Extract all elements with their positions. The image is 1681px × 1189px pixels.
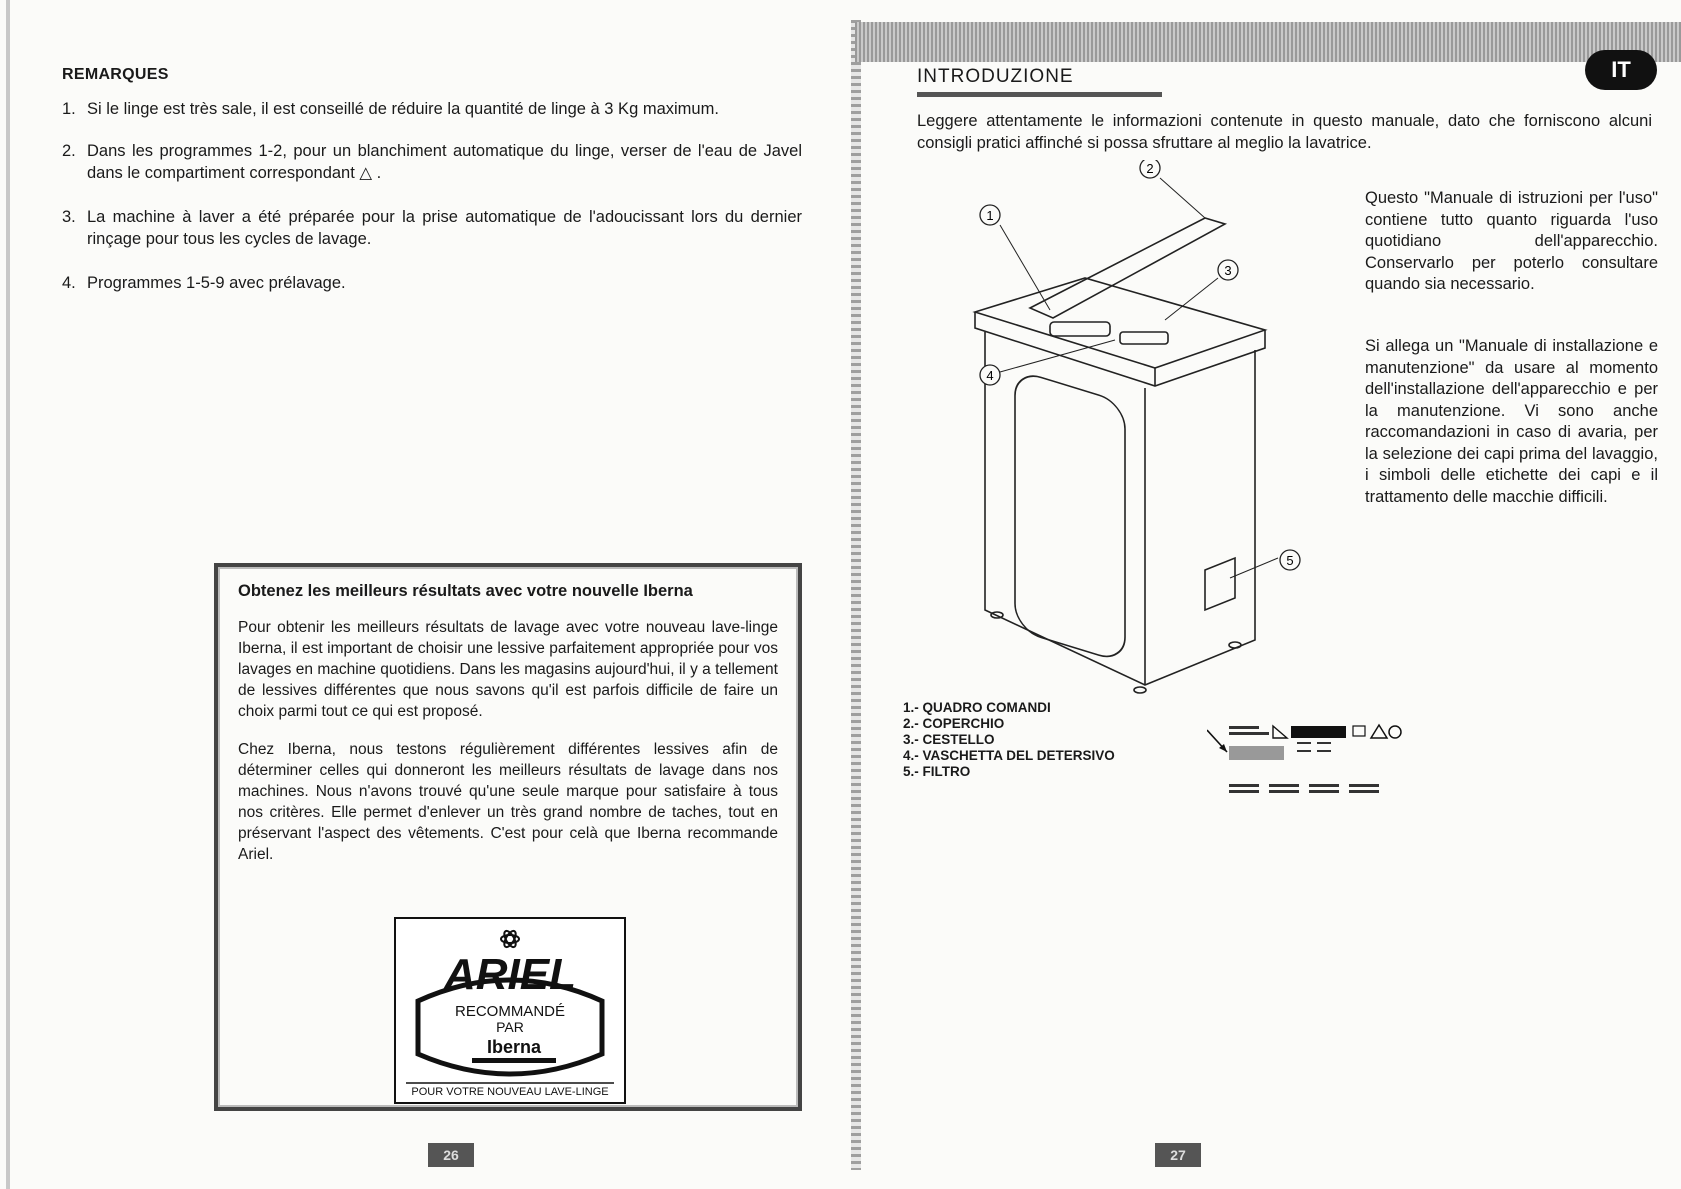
remark-text: La machine à laver a été préparée pour la prise automatique de l'adoucissant lors du dernier rinçage pour tous les cycles de lavage. [87,208,802,248]
svg-text:2: 2 [1146,161,1154,176]
callout-3 [1218,260,1238,280]
callout-2 [1140,160,1160,178]
ariel-logo [394,917,626,1104]
legend-item: 5.- FILTRO [903,764,971,779]
remarques-title: REMARQUES [62,66,169,83]
warning-triangle-icon [1371,725,1387,738]
washing-machine-diagram [935,160,1375,700]
callout-1 [980,205,1000,225]
promo-box [214,563,802,1111]
par-text: PAR [496,1019,524,1035]
remark-number: 4. [62,274,76,292]
recommande-text: RECOMMANDÉ [454,1003,566,1020]
legend-item: 2.- COPERCHIO [903,716,1005,731]
intro-title: INTRODUZIONE [917,66,1074,87]
remark-item [62,206,802,250]
legend-item: 4.- VASCHETTA DEL DETERSIVO [903,748,1115,763]
rating-plate-illustration [1207,722,1437,812]
remark-number: 2. [62,142,76,160]
title-underline [917,92,1162,97]
language-badge: IT [1585,50,1657,90]
legend-item: 1.- QUADRO COMANDI [903,700,1051,715]
svg-text:3: 3 [1224,263,1232,278]
atom-icon [501,929,519,949]
remark-number: 1. [62,100,76,118]
page-number: 27 [1155,1143,1201,1167]
promo-title: Obtenez les meilleurs résultats avec votre nouvelle Iberna [238,582,693,600]
ce-mark-icon [1353,726,1365,736]
callout-4 [980,365,1000,385]
manual-paragraph: Questo "Manuale di istruzioni per l'uso" contiene tutto quanto riguarda l'uso quotidiano dell'apparecchio. Conservarlo per poterlo consultare quando sia necessario. [1365,189,1658,293]
promo-paragraph: Pour obtenir les meilleurs résultats de lavage avec votre nouveau lave-linge Iberna, il est important de choisir une lessive parfaitement appropriée pour vos lavages en machine quotidiens. Dans les magasins aujourd'hui, il y a tellement de lessives différentes que nous savons qu'il est parfois difficile de faire un choix parmi tout ce qui est proposé. [238,619,778,720]
header-band [855,22,1681,62]
remark-text: Programmes 1-5-9 avec prélavage. [87,274,346,292]
svg-text:4: 4 [986,368,994,383]
remark-text: Si le linge est très sale, il est conseillé de réduire la quantité de linge à 3 Kg maximum. [87,100,719,118]
right-page [855,0,1681,1189]
svg-text:5: 5 [1286,553,1294,568]
certification-mark-icon [1389,726,1401,738]
page-number: 26 [428,1143,474,1167]
remark-text: Dans les programmes 1-2, pour un blanchiment automatique du linge, verser de l'eau de Javel dans le compartiment correspondant △ . [87,142,802,182]
parts-legend [903,700,1115,780]
remark-item [62,140,802,184]
legend-item: 3.- CESTELLO [903,732,995,747]
iberna-logo-mark [1273,726,1346,738]
iberna-wordmark: Iberna [486,1037,542,1057]
promo-paragraph: Chez Iberna, nous testons régulièrement différentes lessives afin de déterminer celles qui donneront les meilleurs résultats de lavage dans nos machines. Nous n'avons trouvé qu'une seule marque pour satisfaire à tous nos critères. Elle permet d'enlever un très grand nombre de taches, tout en préservant l'aspect des vêtements. C'est pour celà que Iberna recommande Ariel. [238,741,778,863]
remark-item [62,98,802,120]
remark-number: 3. [62,208,76,226]
remark-item [62,272,802,294]
callout-5 [1280,550,1300,570]
svg-text:1: 1 [986,208,994,223]
intro-text: Leggere attentamente le informazioni contenute in questo manuale, dato che forniscono alcuni consigli pratici affinché si possa sfruttare al meglio la lavatrice. [917,112,1652,152]
manual-paragraph: Si allega un "Manuale di installazione e manutenzione" da usare al momento dell'installazione dell'apparecchio e per la manutenzione. Vi sono anche raccomandazioni in caso di avaria, per la selezione dei capi prima del lavaggio, i simboli delle etichette dei capi e il trattamento delle macchie difficili. [1365,337,1658,506]
logo-footer-text: POUR VOTRE NOUVEAU LAVE-LINGE [411,1086,609,1098]
ariel-wordmark: ARIEL [444,950,576,999]
